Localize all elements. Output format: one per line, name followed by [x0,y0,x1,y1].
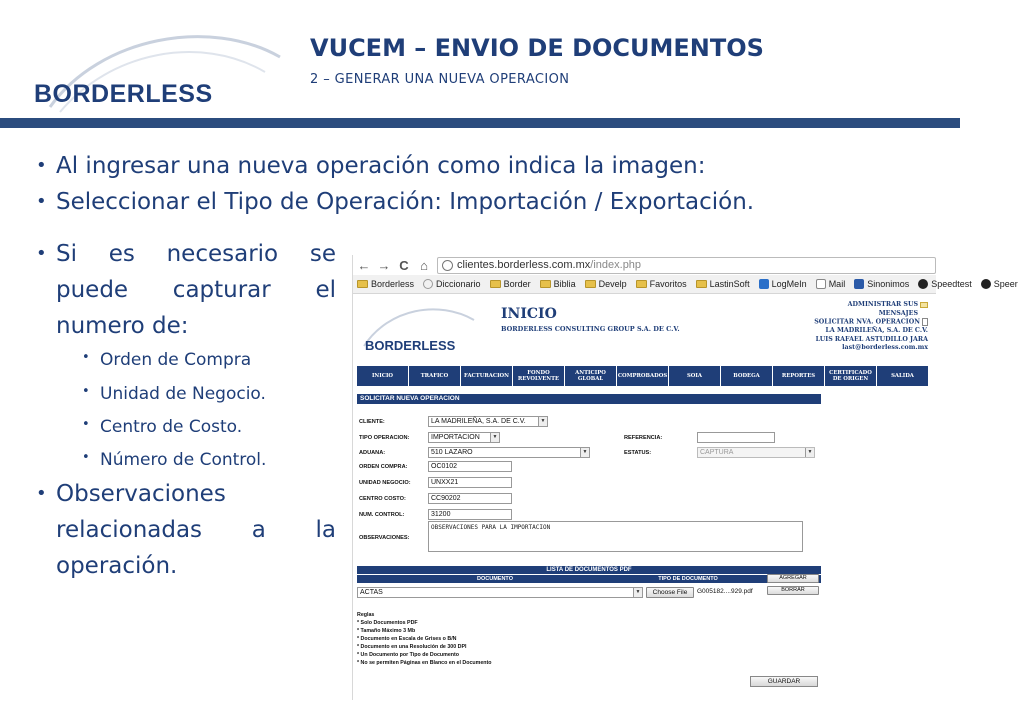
observaciones-textarea[interactable]: OBSERVACIONES PARA LA IMPORTACION [428,521,803,552]
logo-swoosh [40,12,290,132]
sub-bullet-item: • Unidad de Negocio. [82,384,266,404]
bookmark-biblia[interactable]: Biblia [540,279,576,289]
user-email: last@borderless.com.mx [842,344,928,352]
rule-item: * Documento en Escala de Grises o B/N [357,636,457,642]
menu-soia[interactable]: SOIA [669,366,721,386]
header-divider [0,118,960,128]
app-company-name: BORDERLESS CONSULTING GROUP S.A. DE C.V. [501,325,680,333]
folder-icon [357,280,368,288]
tipo-documento-select[interactable]: ACTAS ▼ [357,587,643,598]
main-menu [357,366,929,386]
observaciones-label: OBSERVACIONES: [359,535,410,541]
unidad-negocio-label: UNIDAD NEGOCIO: [359,480,411,486]
col-tipo-documento: TIPO DE DOCUMENTO [658,576,718,582]
rule-item: * Solo Documentos PDF [357,620,418,626]
rule-item: * Tamaño Máximo 3 Mb [357,628,416,634]
bookmark-favoritos[interactable]: Favoritos [636,279,687,289]
sub-bullet-item: • Número de Control. [82,450,266,470]
bookmark-lastinsoft[interactable]: LastinSoft [696,279,750,289]
forward-icon[interactable]: → [377,257,391,273]
speedtest-icon [981,279,991,289]
bookmark-diccionario[interactable]: Diccionario [423,279,481,289]
bullet-item: • Al ingresar una nueva operación como indica la imagen: [36,148,836,184]
rule-item: * Documento en una Resolución de 300 DPI [357,644,467,650]
menu-inicio[interactable]: INICIO [357,366,409,386]
folder-icon [540,280,551,288]
app-header [353,294,936,366]
estatus-label: ESTATUS: [624,450,652,456]
bookmark-borderless[interactable]: Borderless [357,279,414,289]
num-control-label: NUM. CONTROL: [359,512,405,518]
messages-link[interactable]: ADMINISTRAR SUS [847,301,918,308]
globe-icon [423,279,433,289]
rules-title: Reglas [357,612,375,618]
menu-reportes[interactable]: REPORTES [773,366,825,386]
slide-subtitle: 2 – GENERAR UNA NUEVA OPERACION [310,72,570,87]
rule-item: * No se permiten Páginas en Blanco en el Documento [357,660,492,666]
bookmark-mail[interactable]: Mail [816,279,846,289]
documents-header: LISTA DE DOCUMENTOS PDF [357,566,821,574]
aduana-select[interactable]: 510 LAZARO ▼ [428,447,590,458]
menu-facturacion[interactable]: FACTURACION [461,366,513,386]
folder-icon [490,280,501,288]
estatus-select[interactable]: CAPTURA ▼ [697,447,815,458]
documents-columns [357,575,821,583]
num-control-input[interactable]: 31200 [428,509,512,520]
url-path: /index.php [590,259,642,271]
chevron-down-icon: ▼ [490,433,499,442]
home-icon[interactable]: ⌂ [420,257,428,273]
folder-icon [636,280,647,288]
word-icon [854,279,864,289]
cliente-select[interactable]: LA MADRILEÑA, S.A. DE C.V. ▼ [428,416,548,427]
chevron-down-icon: ▼ [805,448,814,457]
messages-link-2[interactable]: MENSAJES [878,309,918,317]
sub-bullet-item: • Centro de Costo. [82,417,242,437]
folder-icon [585,280,596,288]
client-name: LA MADRILEÑA, S.A. DE C.V. [825,327,928,335]
menu-fondo-revolvente[interactable]: FONDO REVOLVENTE [513,366,565,386]
menu-salida[interactable]: SALIDA [877,366,929,386]
agregar-button[interactable]: AGREGAR [767,574,819,583]
document-icon [922,318,928,326]
chevron-down-icon: ▼ [580,448,589,457]
url-bar[interactable] [437,257,936,274]
unidad-negocio-input[interactable]: UNXX21 [428,477,512,488]
bookmark-develp[interactable]: Develp [585,279,627,289]
rule-item: * Un Documento por Tipo de Documento [357,652,460,658]
bullet-list [36,148,836,220]
globe-icon [442,260,453,271]
reload-icon[interactable]: C [399,257,409,273]
documents-section [357,566,821,596]
referencia-label: REFERENCIA: [624,435,663,441]
orden-compra-input[interactable]: OC0102 [428,461,512,472]
speedtest-icon [918,279,928,289]
menu-anticipo-global[interactable]: ANTICIPO GLOBAL [565,366,617,386]
new-operation-link[interactable]: SOLICITAR NVA. OPERACION [814,318,920,326]
browser-screenshot [352,255,1018,700]
col-documento: DOCUMENTO [477,576,513,582]
bookmarks-bar [353,275,1018,294]
envelope-icon [920,302,928,308]
menu-comprobados[interactable]: COMPROBADOS [617,366,669,386]
guardar-button[interactable]: GUARDAR [750,676,818,687]
bookmark-speer[interactable]: Speer [981,279,1018,289]
slide-title: VUCEM – ENVIO DE DOCUMENTOS [310,34,764,62]
bullet-item: • Si es necesario se puede capturar el numero de: [36,236,336,344]
menu-bodega[interactable]: BODEGA [721,366,773,386]
aduana-label: ADUANA: [359,450,386,456]
choose-file-button[interactable]: Choose File [646,587,694,598]
logmein-icon [759,279,769,289]
tipo-operacion-select[interactable]: IMPORTACION ▼ [428,432,500,443]
chevron-down-icon: ▼ [538,417,547,426]
centro-costo-input[interactable]: CC90202 [428,493,512,504]
mail-icon [816,279,826,289]
new-operation-form [357,394,821,541]
form-header: SOLICITAR NUEVA OPERACION [357,394,821,404]
referencia-input[interactable] [697,432,775,443]
browser-toolbar [353,255,936,275]
cliente-label: CLIENTE: [359,419,385,425]
selected-file-name: G005182....929.pdf [697,588,753,595]
borrar-button[interactable]: BORRAR [767,586,819,595]
brand-logo: BORDERLESS [34,80,213,108]
orden-compra-label: ORDEN COMPRA: [359,464,408,470]
bookmark-speedtest[interactable]: Speedtest [918,279,972,289]
app-page-title: INICIO [501,306,557,322]
bullet-item: • Observaciones relacionadas a la operación. [36,476,336,584]
bookmark-logmein[interactable]: LogMeIn [759,279,807,289]
sub-bullet-item: • Orden de Compra [82,350,251,370]
tipo-operacion-label: TIPO OPERACION: [359,435,410,441]
bookmark-border[interactable]: Border [490,279,531,289]
menu-certificado-origen[interactable]: CERTIFICADO DE ORIGEN [825,366,877,386]
user-panel [814,301,928,353]
bullet-item: • Seleccionar el Tipo de Operación: Importación / Exportación. [36,184,836,220]
back-icon[interactable]: ← [357,257,371,273]
chevron-down-icon: ▼ [633,588,642,597]
url-host: clientes.borderless.com.mx [457,259,591,271]
menu-trafico[interactable]: TRAFICO [409,366,461,386]
centro-costo-label: CENTRO COSTO: [359,496,406,502]
folder-icon [696,280,707,288]
app-logo: BORDERLESS [365,338,456,353]
bookmark-sinonimos[interactable]: Sinonimos [854,279,909,289]
rules-list [357,611,492,667]
user-name: LUIS RAFAEL ASTUDILLO JARA [815,335,928,343]
